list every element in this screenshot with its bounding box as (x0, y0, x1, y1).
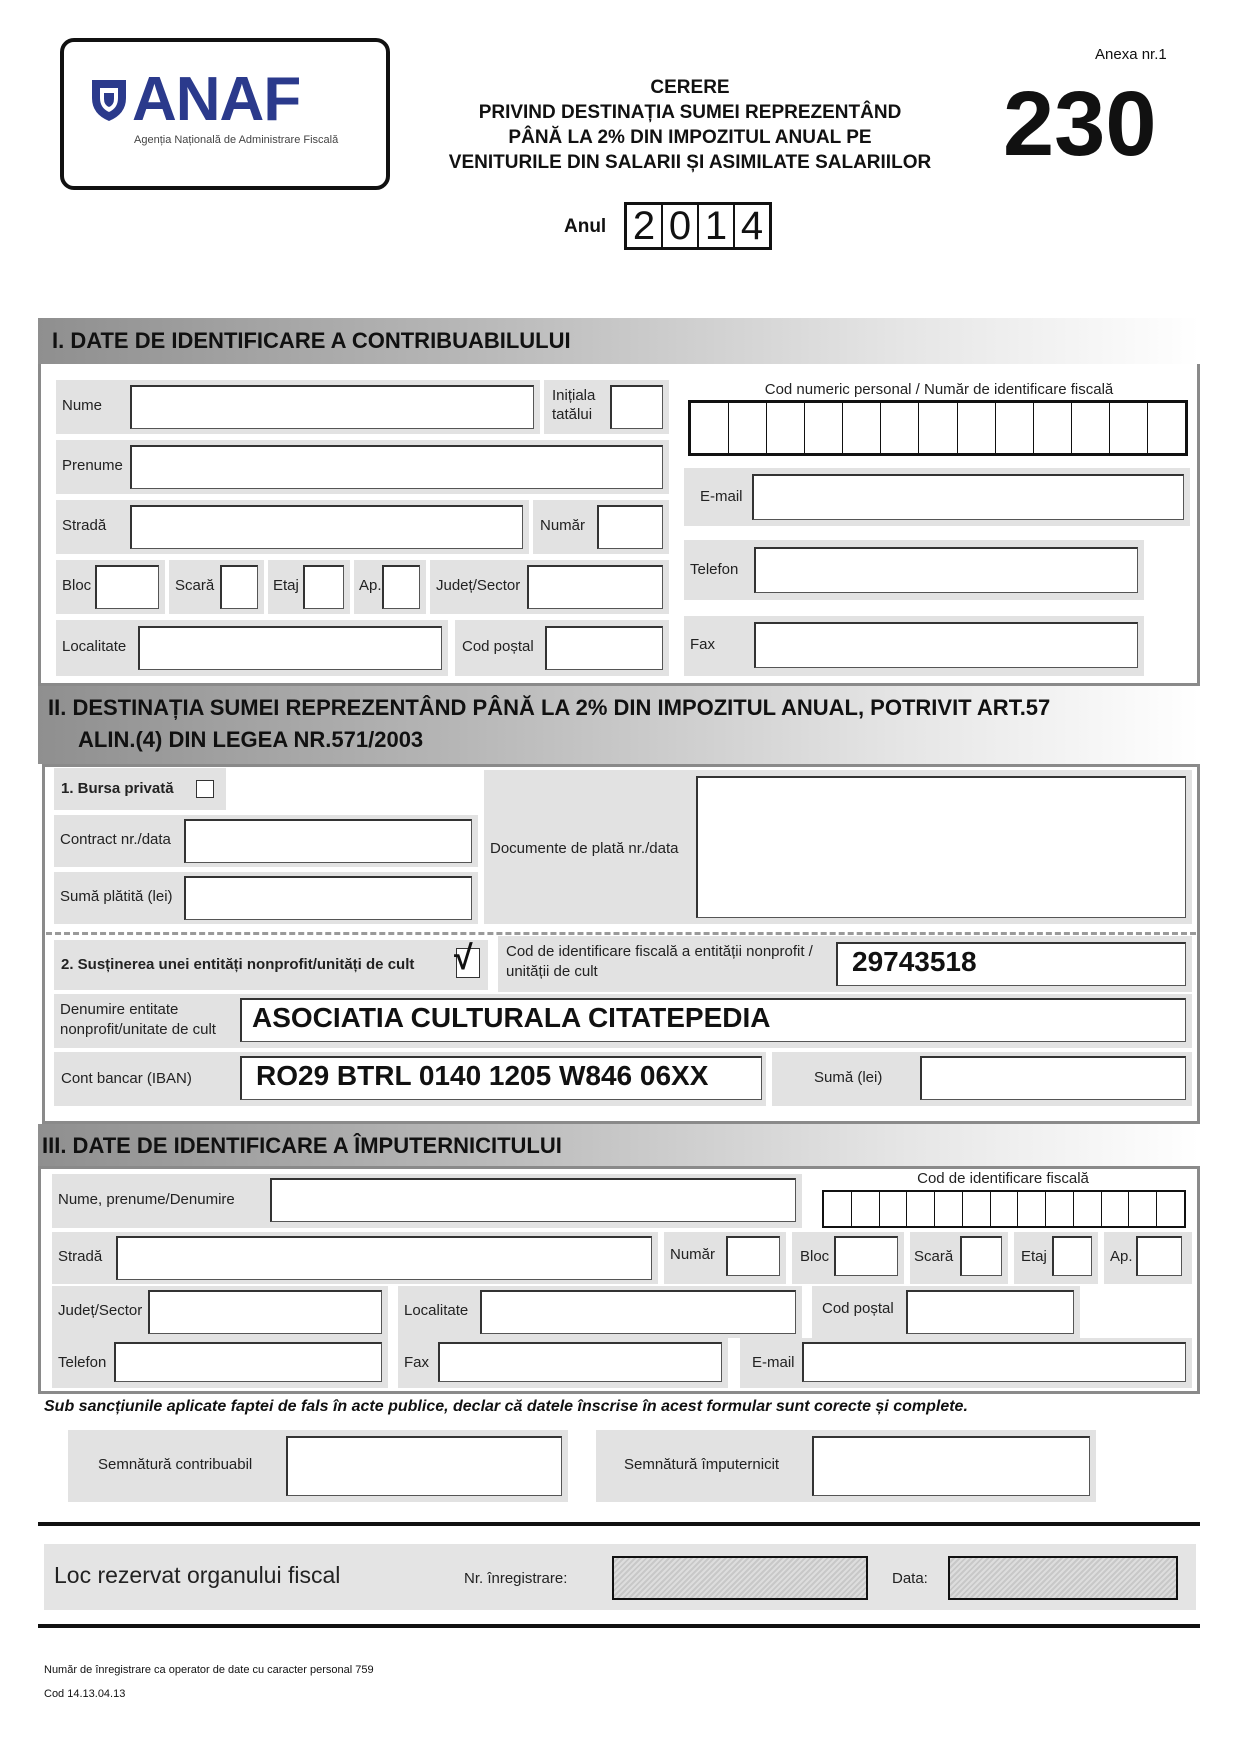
email-field[interactable] (752, 474, 1184, 520)
sign-contribuabil-label: Semnătură contribuabil (98, 1456, 253, 1473)
contract-label: Contract nr./data (60, 831, 171, 848)
contract-field[interactable] (184, 819, 472, 863)
year-label: Anul (564, 216, 607, 237)
footer-cod: Cod 14.13.04.13 (44, 1688, 126, 1700)
imp-strada-label: Stradă (58, 1248, 103, 1265)
ap-field[interactable] (382, 565, 420, 609)
prenume-field[interactable] (130, 445, 663, 489)
scara-label: Scară (175, 577, 215, 594)
strada-field[interactable] (130, 505, 523, 549)
sign-imputernicit-label: Semnătură împuternicit (624, 1456, 780, 1473)
imp-localitate-label: Localitate (404, 1302, 469, 1319)
annex-label: Anexa nr.1 (1095, 46, 1167, 63)
fax-label: Fax (690, 636, 716, 653)
imp-localitate-field[interactable] (480, 1290, 796, 1334)
documente-field[interactable] (696, 776, 1186, 918)
iban-value: RO29 BTRL 0140 1205 W846 06XX (256, 1060, 709, 1091)
imp-ap-label: Ap. (1110, 1248, 1133, 1265)
numar-field[interactable] (597, 505, 663, 549)
reserved-title: Loc rezervat organului fiscal (54, 1562, 341, 1588)
year-boxes[interactable] (624, 202, 772, 250)
localitate-label: Localitate (62, 638, 127, 655)
cod-postal-field[interactable] (545, 626, 663, 670)
title-line: VENITURILE DIN SALARII ȘI ASIMILATE SALARIILOR (448, 152, 932, 173)
initiala-field[interactable] (610, 385, 663, 429)
sign-contribuabil-field[interactable] (286, 1436, 562, 1496)
suma-platita-field[interactable] (184, 876, 472, 920)
section3-header: III. DATE DE IDENTIFICARE A ÎMPUTERNICITULUI (38, 1124, 1200, 1168)
reserved-data-field (948, 1556, 1178, 1600)
initiala-label: Inițiala tatălui (552, 387, 596, 423)
year-digit: 1 (699, 205, 735, 247)
fax-field[interactable] (754, 622, 1138, 668)
imp-email-field[interactable] (802, 1342, 1186, 1382)
year-digit: 0 (663, 205, 699, 247)
imp-strada-field[interactable] (116, 1236, 652, 1280)
imp-email-label: E-mail (752, 1354, 795, 1371)
prenume-label: Prenume (62, 457, 123, 474)
bursa-checkbox[interactable] (196, 780, 214, 798)
imp-telefon-label: Telefon (58, 1354, 107, 1371)
bloc-field[interactable] (95, 565, 159, 609)
ap-label: Ap. (359, 577, 382, 594)
reserved-nr-label: Nr. înregistrare: (464, 1570, 568, 1587)
year-digit: 4 (740, 204, 764, 248)
judet-field[interactable] (527, 565, 663, 609)
cnp-cells[interactable] (688, 400, 1188, 456)
imp-cif-label: Cod de identificare fiscală (917, 1170, 1089, 1187)
section2-header (38, 686, 1200, 764)
footer-operator: Număr de înregistrare ca operator de date cu caracter personal 759 (44, 1664, 374, 1676)
scara-field[interactable] (220, 565, 258, 609)
documente-label: Documente de plată nr./data (490, 840, 679, 857)
imp-fax-field[interactable] (438, 1342, 722, 1382)
form-title (420, 75, 960, 175)
title-line: PRIVIND DESTINAȚIA SUMEI REPREZENTÂND (478, 102, 902, 123)
imp-numar-field[interactable] (726, 1236, 780, 1276)
imp-cod-postal-field[interactable] (906, 1290, 1074, 1334)
title-line: CERERE (650, 77, 730, 98)
bursa-label: 1. Bursa privată (61, 780, 174, 797)
imp-scara-label: Scară (914, 1248, 954, 1265)
imp-judet-field[interactable] (148, 1290, 382, 1334)
suma-label: Sumă (lei) (814, 1069, 883, 1086)
year-digit: 2 (627, 205, 663, 247)
localitate-field[interactable] (138, 626, 442, 670)
imp-ap-field[interactable] (1136, 1236, 1182, 1276)
cif-label: Cod de identificare fiscală a entității nonprofit / unității de cult (506, 943, 813, 980)
imp-nume-label: Nume, prenume/Denumire (58, 1191, 235, 1208)
telefon-field[interactable] (754, 547, 1138, 593)
cnp-label: Cod numeric personal / Număr de identificare fiscală (764, 381, 1114, 398)
imp-bloc-label: Bloc (800, 1248, 830, 1265)
anaf-logo-box (60, 38, 390, 190)
sign-imputernicit-field[interactable] (812, 1436, 1090, 1496)
nume-field[interactable] (130, 385, 534, 429)
nume-label: Nume (62, 397, 103, 414)
suma-platita-label: Sumă plătită (lei) (60, 888, 173, 905)
bloc-label: Bloc (62, 577, 92, 594)
declaration-text: Sub sancțiunile aplicate faptei de fals în acte publice, declar că datele înscrise în acest formular sunt corecte și complete. (44, 1398, 968, 1415)
logo-text: ANAF (132, 65, 301, 134)
check-mark-icon: √ (454, 939, 473, 977)
strada-label: Stradă (62, 517, 107, 534)
cod-postal-label: Cod poștal (462, 638, 534, 655)
logo-subtitle: Agenția Națională de Administrare Fiscală (134, 134, 339, 146)
form-number: 230 (1003, 73, 1157, 175)
section1-header: I. DATE DE IDENTIFICARE A CONTRIBUABILULUI (38, 318, 1200, 364)
section2-title-line1: II. DESTINAȚIA SUMEI REPREZENTÂND PÂNĂ LA 2% DIN IMPOZITUL ANUAL, POTRIVIT ART.57 (48, 695, 1051, 720)
email-label: E-mail (700, 488, 743, 505)
suma-field[interactable] (920, 1056, 1186, 1100)
numar-label: Număr (540, 517, 586, 534)
imp-cod-postal-label: Cod poștal (822, 1300, 894, 1317)
rule-top (38, 1522, 1200, 1526)
imp-etaj-label: Etaj (1021, 1248, 1047, 1265)
sustinere-label: 2. Susținerea unei entități nonprofit/unități de cult (61, 956, 415, 973)
imp-scara-field[interactable] (960, 1236, 1002, 1276)
reserved-nr-field (612, 1556, 868, 1600)
imp-etaj-field[interactable] (1052, 1236, 1092, 1276)
shield-icon (90, 76, 128, 122)
imp-numar-label: Număr (670, 1246, 716, 1263)
denumire-value: ASOCIATIA CULTURALA CITATEPEDIA (252, 1002, 771, 1033)
imp-judet-label: Județ/Sector (58, 1302, 143, 1319)
telefon-label: Telefon (690, 561, 739, 578)
denumire-label: Denumire entitate nonprofit/unitate de cult (60, 1001, 216, 1038)
divider-dashed (46, 932, 1196, 935)
section2-title-line2: ALIN.(4) DIN LEGEA NR.571/2003 (78, 727, 424, 752)
iban-label: Cont bancar (IBAN) (61, 1070, 192, 1087)
etaj-field[interactable] (303, 565, 344, 609)
imp-telefon-field[interactable] (114, 1342, 382, 1382)
judet-label: Județ/Sector (436, 577, 521, 594)
cif-value: 29743518 (852, 946, 977, 977)
rule-bottom (38, 1624, 1200, 1628)
reserved-data-label: Data: (892, 1570, 928, 1587)
imp-cif-cells[interactable] (822, 1190, 1186, 1228)
imp-nume-field[interactable] (270, 1178, 796, 1222)
title-line: PÂNĂ LA 2% DIN IMPOZITUL ANUAL PE (508, 127, 872, 148)
imp-fax-label: Fax (404, 1354, 430, 1371)
imp-bloc-field[interactable] (834, 1236, 898, 1276)
etaj-label: Etaj (273, 577, 299, 594)
